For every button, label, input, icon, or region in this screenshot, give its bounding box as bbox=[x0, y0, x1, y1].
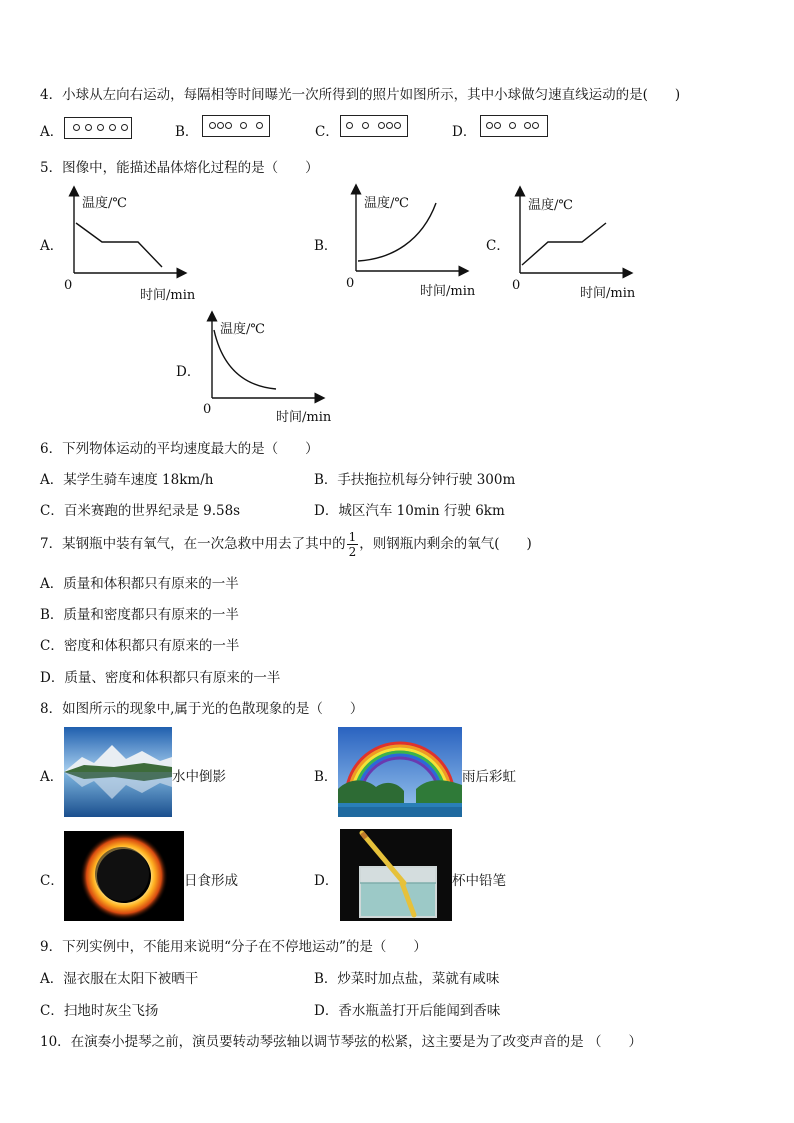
pencil-in-water-photo bbox=[340, 829, 452, 921]
q7-option-c: C．密度和体积都只有原来的一半 bbox=[40, 638, 240, 654]
mountain-lake-reflection-photo bbox=[64, 727, 172, 817]
q8-option-d-caption: 杯中铅笔 bbox=[452, 873, 506, 889]
ball bbox=[209, 122, 216, 129]
q5-graph-c-xlabel: 时间/min bbox=[580, 286, 636, 301]
ball bbox=[524, 122, 531, 129]
q5-graph-b-letter: B． bbox=[314, 238, 338, 254]
q5-graph-d-xlabel: 时间/min bbox=[276, 410, 332, 425]
q5-graph-b-xlabel: 时间/min bbox=[420, 284, 476, 299]
ball bbox=[386, 122, 393, 129]
q5-graph-d-ylabel: 温度/℃ bbox=[220, 322, 265, 337]
q7-stem-before: 7．某钢瓶中装有氧气，在一次急救中用去了其中的 bbox=[40, 536, 346, 552]
ball bbox=[109, 124, 116, 131]
q4-option-a-photo bbox=[64, 117, 132, 139]
q5-graph-b-origin: 0 bbox=[346, 276, 355, 291]
solar-eclipse-photo bbox=[64, 831, 184, 921]
ball bbox=[486, 122, 493, 129]
ball bbox=[378, 122, 385, 129]
q6-option-c: C．百米赛跑的世界纪录是 9.58s bbox=[40, 503, 241, 519]
q9-option-d: D．香水瓶盖打开后能闻到香味 bbox=[314, 1003, 501, 1019]
ball bbox=[97, 124, 104, 131]
q8-stem: 8．如图所示的现象中,属于光的色散现象的是（ ） bbox=[40, 701, 364, 717]
lake-reflection-illustration bbox=[64, 727, 172, 817]
ball bbox=[256, 122, 263, 129]
q7-option-b: B．质量和密度都只有原来的一半 bbox=[40, 607, 239, 623]
q5-graph-a-origin: 0 bbox=[64, 278, 73, 293]
solar-eclipse-illustration bbox=[64, 831, 184, 921]
q6-option-d: D．城区汽车 10min 行驶 6km bbox=[314, 503, 505, 519]
ball bbox=[394, 122, 401, 129]
q7-fraction-numerator: 1 bbox=[348, 530, 357, 544]
ball bbox=[532, 122, 539, 129]
q5-graph-c-letter: C． bbox=[486, 238, 510, 254]
temperature-curve bbox=[358, 203, 436, 261]
q4-option-b-photo bbox=[202, 115, 270, 137]
q5-graph-a-ylabel: 温度/℃ bbox=[82, 196, 127, 211]
q4-option-d-photo bbox=[480, 115, 548, 137]
q5-graph-d-origin: 0 bbox=[203, 402, 212, 417]
q7-stem bbox=[40, 530, 532, 559]
q7-fraction bbox=[347, 530, 359, 559]
temperature-curve bbox=[522, 223, 606, 265]
ball bbox=[73, 124, 80, 131]
temperature-curve bbox=[76, 223, 162, 267]
q7-option-d: D．质量、密度和体积都只有原来的一半 bbox=[40, 670, 281, 686]
ball bbox=[225, 122, 232, 129]
q4-option-d-letter: D． bbox=[452, 124, 477, 140]
q9-option-c: C．扫地时灰尘飞扬 bbox=[40, 1003, 159, 1019]
ball bbox=[217, 122, 224, 129]
ball bbox=[85, 124, 92, 131]
q5-graph-d-letter: D． bbox=[176, 364, 201, 380]
ball bbox=[509, 122, 516, 129]
rainbow-illustration bbox=[338, 727, 462, 817]
q4-option-c-letter: C． bbox=[315, 124, 339, 140]
q9-option-a: A．湿衣服在太阳下被晒干 bbox=[40, 971, 199, 987]
q5-graph-a-letter: A． bbox=[40, 238, 64, 254]
q4-option-a-letter: A． bbox=[40, 124, 64, 140]
q8-option-a-letter: A． bbox=[40, 769, 64, 785]
q4-option-b-letter: B． bbox=[175, 124, 199, 140]
q5-graph-b-ylabel: 温度/℃ bbox=[364, 196, 409, 211]
q9-option-b: B．炒菜时加点盐，菜就有咸味 bbox=[314, 971, 500, 987]
q7-option-a: A．质量和体积都只有原来的一半 bbox=[40, 576, 239, 592]
q6-option-b: B．手扶拖拉机每分钟行驶 300m bbox=[314, 472, 516, 488]
q5-graph-a-xlabel: 时间/min bbox=[140, 288, 196, 303]
ball bbox=[240, 122, 247, 129]
pencil-in-water-illustration bbox=[340, 829, 452, 921]
q8-option-a-caption: 水中倒影 bbox=[172, 769, 226, 785]
q8-option-c-letter: C． bbox=[40, 873, 64, 889]
q4-option-c-photo bbox=[340, 115, 408, 137]
q5-graph-c-origin: 0 bbox=[512, 278, 521, 293]
q10-stem: 10．在演奏小提琴之前，演员要转动琴弦轴以调节琴弦的松紧，这主要是为了改变声音的是 （ ） bbox=[40, 1034, 642, 1050]
q7-fraction-denominator: 2 bbox=[348, 545, 357, 559]
q8-option-d-letter: D． bbox=[314, 873, 339, 889]
q6-option-a: A．某学生骑车速度 18km/h bbox=[40, 472, 214, 488]
q7-stem-after: ，则钢瓶内剩余的氧气( ) bbox=[359, 536, 532, 552]
ball bbox=[346, 122, 353, 129]
q5-graph-b-plot bbox=[342, 183, 472, 278]
q5-stem: 5．图像中，能描述晶体熔化过程的是（ ） bbox=[40, 160, 319, 176]
q9-stem: 9．下列实例中，不能用来说明“分子在不停地运动”的是（ ） bbox=[40, 939, 427, 955]
temperature-curve bbox=[214, 330, 276, 389]
q5-graph-c-plot bbox=[506, 185, 636, 280]
q4-stem: 4．小球从左向右运动，每隔相等时间曝光一次所得到的照片如图所示，其中小球做匀速直线运动的是( ) bbox=[40, 87, 681, 103]
q5-graph-a-plot bbox=[60, 185, 190, 280]
q6-stem: 6．下列物体运动的平均速度最大的是（ ） bbox=[40, 441, 319, 457]
ball bbox=[121, 124, 128, 131]
rainbow-photo bbox=[338, 727, 462, 817]
ball bbox=[362, 122, 369, 129]
q8-option-b-caption: 雨后彩虹 bbox=[462, 769, 516, 785]
q8-option-c-caption: 日食形成 bbox=[184, 873, 238, 889]
q8-option-b-letter: B． bbox=[314, 769, 338, 785]
q5-graph-c-ylabel: 温度/℃ bbox=[528, 198, 573, 213]
ball bbox=[494, 122, 501, 129]
q5-graph-d-plot bbox=[198, 310, 328, 405]
